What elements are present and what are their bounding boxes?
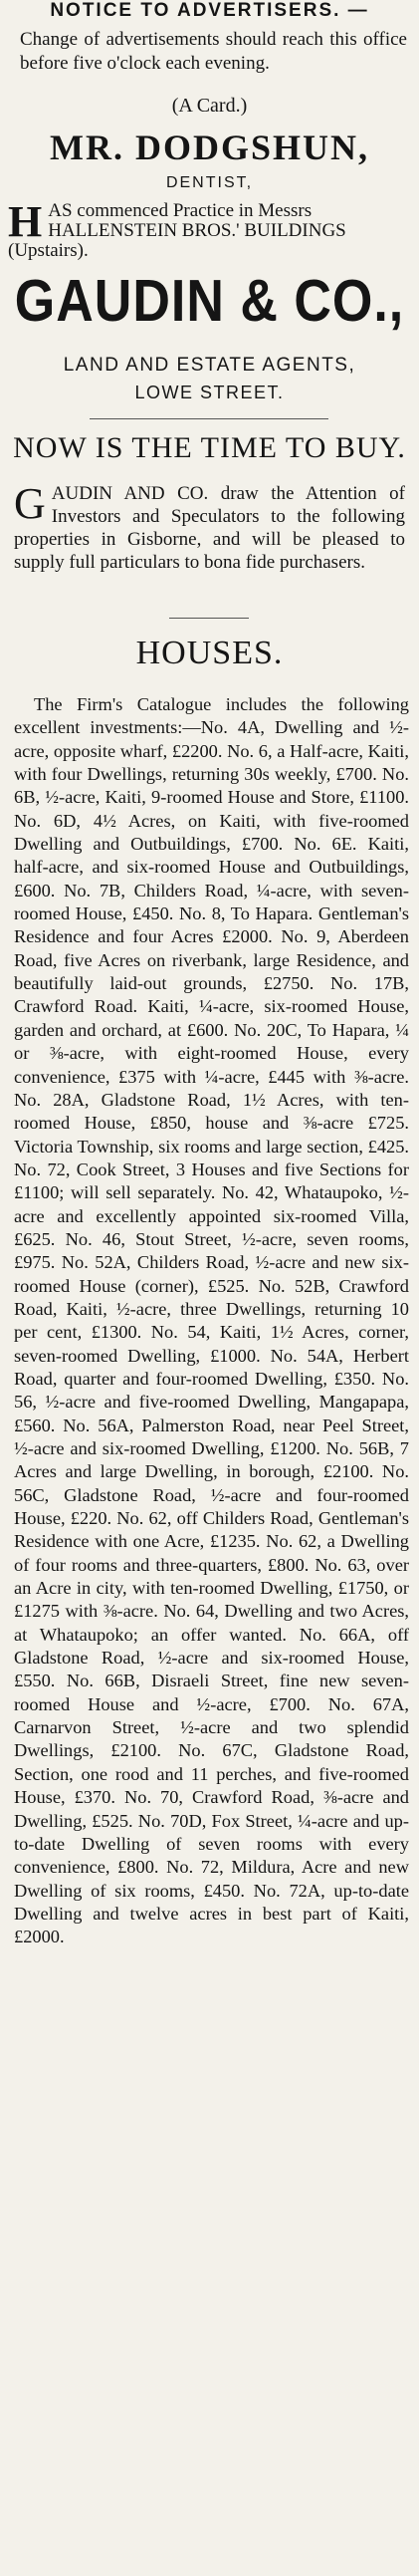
dentist-notice-text: AS commenced Practice in Messrs HALLENSTEIN BROS.' BUILDINGS (Upstairs). (8, 200, 346, 261)
firm-line-2: LOWE STREET. (134, 383, 285, 402)
firm-intro-text: AUDIN AND CO. draw the Attention of Investors and Speculators to the following properties in Gisborne, and will be pleased to supply full particulars to bona fide purchasers. (14, 483, 405, 573)
notice-body: Change of advertisements should reach this office before five o'clock each evening. (20, 29, 407, 74)
notice-heading: NOTICE TO ADVERTISERS. — (50, 0, 369, 21)
firm-intro (0, 479, 419, 574)
firm-name: GAUDIN & CO., (14, 267, 405, 335)
slogan: NOW IS THE TIME TO BUY. (13, 431, 406, 464)
divider (169, 618, 249, 619)
firm-line-1: LAND AND ESTATE AGENTS, (63, 355, 356, 376)
houses-catalogue: The Firm's Catalogue includes the following excellent investments:—No. 4A, Dwelling and ½-acre, opposite wharf, £2200. No. 6, a Half-acre, Kaiti, with four Dwellings, returning 30s weekly, £700. No. 6B, ½-acre, Kaiti, 9-roomed House and Store, £1100. No. 6D, 4½ Acres, on Kaiti, with five-roomed Dwelling and Outbuildings, £700. No. 6E. Kaiti, half-acre, and six-roomed House and Outbuildings, £600. No. 7B, Childers Road, ¼-acre, with seven-roomed House, £450. No. 8, To Hapara. Gentleman's Residence and four Acres £2000. No. 9, Aberdeen Road, five Acres on riverbank, large Residence, and beautifully laid-out grounds, £2750. No. 17B, Crawford Road. Kaiti, ¼-acre, six-roomed House, garden and orchard, at £600. No. 20C, To Hapara, ¼ or ⅜-acre, with eight-roomed House, every convenience, £375 with ¼-acre, £445 with ⅜-acre. No. 28A, Gladstone Road, 1½ Acres, with ten-roomed House, £850, house and ⅜-acre £725. Victoria Township, six rooms and large section, £425. No. 72, Cook Street, 3 Houses and five Sections for £1100; will sell separately. No. 42, Whataupoko, ½-acre and excellently appointed six-roomed Villa, £625. No. 46, Stout Street, ½-acre, seven rooms, £975. No. 52A, Childers Road, ½-acre and new six-roomed House (corner), £525. No. 52B, Crawford Road, Kaiti, ½-acre, three Dwellings, returning 10 per cent, £1300. No. 54, Kaiti, 1½ Acres, corner, seven-roomed Dwelling, £1000. No. 54A, Herbert Road, quarter and four-roomed Dwelling, £350. No. 56, ½-acre and five-roomed Dwelling, Mangapapa, £560. No. 56A, Palmerston Road, near Peel Street, ½-acre and six-roomed Dwelling, £1200. No. 56B, 7 Acres and large Dwelling, in borough, £2100. No. 56C, Gladstone Road, ½-acre and four-roomed House, £220. No. 62, off Childers Road, Gentleman's Residence with one Acre, £1235. No. 62, a Dwelling of four rooms and three-quarters, £800. No. 63, over an Acre in city, with ten-roomed Dwelling, £1750, or £1275 with ⅜-acre. No. 64, Dwelling and two Acres, at Whataupoko; an offer wanted. No. 66A, off Gladstone Road, ½-acre and six-roomed House, £550. No. 66B, Disraeli Street, fine new seven-roomed House and ½-acre, £700. No. 67A, Carnarvon Street, ½-acre and two splendid Dwellings, £2100. No. 67C, Gladstone Road, Section, one rood and 11 perches, and five-roomed House, £370. No. 70, Crawford Road, ⅜-acre and Dwelling, £525. No. 70D, Fox Street, ¼-acre and up-to-date Dwelling of seven rooms with every convenience, £800. No. 72, Mildura, Acre and new Dwelling of six rooms, £450. No. 72A, up-to-date Dwelling and twelve acres in best part of Kaiti, £2000. (14, 694, 409, 1947)
divider (90, 418, 328, 419)
houses-heading: HOUSES. (135, 635, 284, 671)
card-label: (A Card.) (171, 95, 248, 117)
dentist-name: MR. DODGSHUN, (50, 128, 369, 167)
dentist-title: DENTIST, (165, 174, 254, 191)
dentist-notice (0, 197, 419, 261)
drop-cap-g: G (14, 479, 46, 528)
drop-cap-h: H (8, 197, 43, 246)
